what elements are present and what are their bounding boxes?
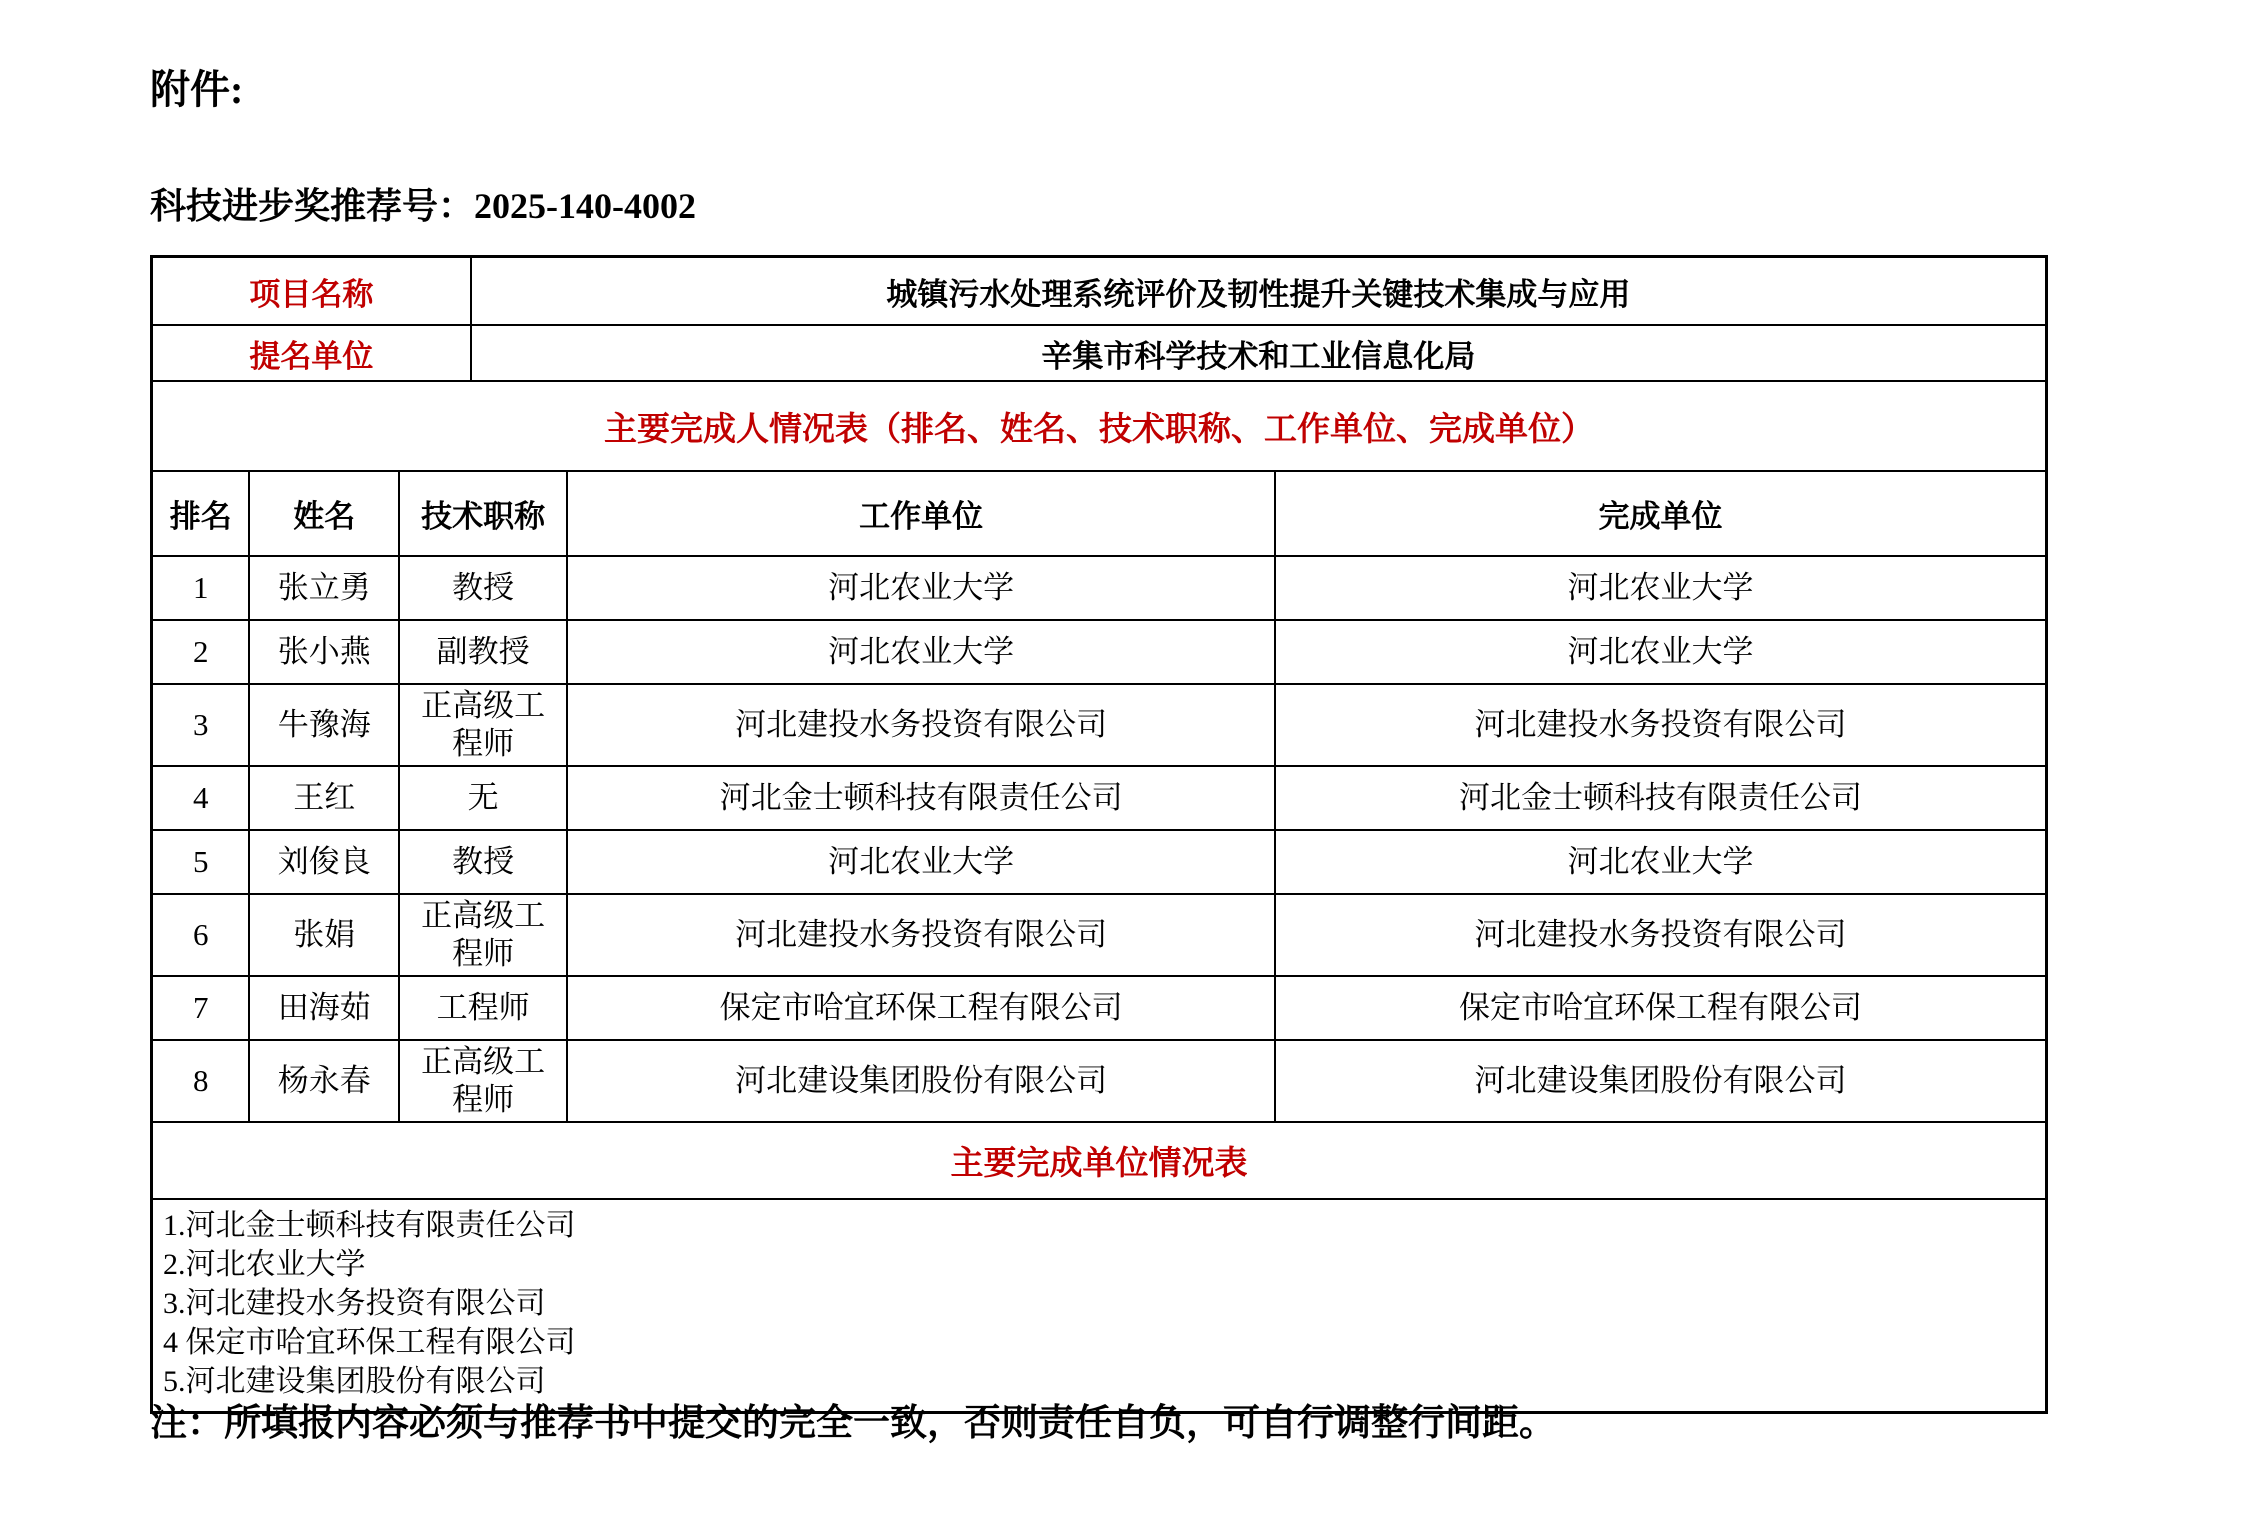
column-header-name: 姓名 <box>249 472 398 556</box>
nominating-unit-label: 提名单位 <box>153 325 471 380</box>
cell-work-unit: 河北农业大学 <box>567 830 1275 894</box>
cell-rank: 4 <box>153 766 249 830</box>
cell-title: 正高级工程师 <box>399 684 567 766</box>
list-item: 1.河北金士顿科技有限责任公司 <box>163 1209 576 1242</box>
cell-completion-unit: 河北农业大学 <box>1275 620 2045 684</box>
recommendation-number-value: 2025-140-4002 <box>474 186 696 226</box>
cell-rank: 3 <box>153 684 249 766</box>
table-row <box>153 830 2045 894</box>
cell-completion-unit: 河北建投水务投资有限公司 <box>1275 684 2045 766</box>
column-header-title: 技术职称 <box>399 472 567 556</box>
project-info-table <box>153 258 2045 380</box>
cell-name: 杨永春 <box>249 1040 398 1121</box>
cell-title: 正高级工程师 <box>399 1040 567 1121</box>
cell-completion-unit: 河北建设集团股份有限公司 <box>1275 1040 2045 1121</box>
cell-title: 教授 <box>399 830 567 894</box>
table-row <box>153 620 2045 684</box>
recommendation-number-line <box>150 178 696 229</box>
column-header-rank: 排名 <box>153 472 249 556</box>
cell-name: 张小燕 <box>249 620 398 684</box>
column-header-completion-unit: 完成单位 <box>1275 472 2045 556</box>
list-item: 2.河北农业大学 <box>163 1248 366 1281</box>
cell-work-unit: 保定市哈宜环保工程有限公司 <box>567 976 1275 1040</box>
table-row <box>153 976 2045 1040</box>
cell-title: 正高级工程师 <box>399 894 567 976</box>
cell-completion-unit: 河北建投水务投资有限公司 <box>1275 894 2045 976</box>
cell-work-unit: 河北建设集团股份有限公司 <box>567 1040 1275 1121</box>
cell-work-unit: 河北建投水务投资有限公司 <box>567 684 1275 766</box>
cell-work-unit: 河北金士顿科技有限责任公司 <box>567 766 1275 830</box>
table-row <box>153 258 2045 325</box>
table-header-row <box>153 472 2045 556</box>
cell-completion-unit: 河北农业大学 <box>1275 556 2045 620</box>
list-item: 3.河北建投水务投资有限公司 <box>163 1287 546 1320</box>
completion-units-section-title: 主要完成单位情况表 <box>153 1121 2045 1200</box>
cell-work-unit: 河北农业大学 <box>567 556 1275 620</box>
table-row <box>153 684 2045 766</box>
cell-title: 副教授 <box>399 620 567 684</box>
table-row <box>153 325 2045 380</box>
cell-rank: 6 <box>153 894 249 976</box>
cell-work-unit: 河北农业大学 <box>567 620 1275 684</box>
cell-completion-unit: 河北农业大学 <box>1275 830 2045 894</box>
cell-rank: 7 <box>153 976 249 1040</box>
table-row <box>153 894 2045 976</box>
cell-rank: 2 <box>153 620 249 684</box>
cell-name: 王红 <box>249 766 398 830</box>
cell-title: 工程师 <box>399 976 567 1040</box>
completers-table <box>153 472 2045 1121</box>
table-row <box>153 556 2045 620</box>
cell-rank: 5 <box>153 830 249 894</box>
table-row <box>153 1040 2045 1121</box>
completion-units-list <box>153 1200 2045 1411</box>
attachment-heading: 附件: <box>150 67 244 112</box>
list-item: 5.河北建设集团股份有限公司 <box>163 1365 546 1398</box>
cell-name: 牛豫海 <box>249 684 398 766</box>
cell-title: 无 <box>399 766 567 830</box>
recommendation-number-label: 科技进步奖推荐号： <box>150 186 475 226</box>
completers-section-title: 主要完成人情况表（排名、姓名、技术职称、工作单位、完成单位） <box>153 380 2045 472</box>
cell-completion-unit: 保定市哈宜环保工程有限公司 <box>1275 976 2045 1040</box>
cell-rank: 8 <box>153 1040 249 1121</box>
footer-note: 注：所填报内容必须与推荐书中提交的完全一致，否则责任自负，可自行调整行间距。 <box>150 1403 1556 1444</box>
cell-name: 张娟 <box>249 894 398 976</box>
project-name-value: 城镇污水处理系统评价及韧性提升关键技术集成与应用 <box>471 258 2045 325</box>
list-item: 4 保定市哈宜环保工程有限公司 <box>163 1326 576 1359</box>
cell-name: 田海茹 <box>249 976 398 1040</box>
table-row <box>153 766 2045 830</box>
column-header-work-unit: 工作单位 <box>567 472 1275 556</box>
cell-name: 刘俊良 <box>249 830 398 894</box>
cell-work-unit: 河北建投水务投资有限公司 <box>567 894 1275 976</box>
cell-rank: 1 <box>153 556 249 620</box>
project-name-label: 项目名称 <box>153 258 471 325</box>
cell-title: 教授 <box>399 556 567 620</box>
nominating-unit-value: 辛集市科学技术和工业信息化局 <box>471 325 2045 380</box>
cell-completion-unit: 河北金士顿科技有限责任公司 <box>1275 766 2045 830</box>
cell-name: 张立勇 <box>249 556 398 620</box>
award-form-table <box>150 255 2048 1414</box>
